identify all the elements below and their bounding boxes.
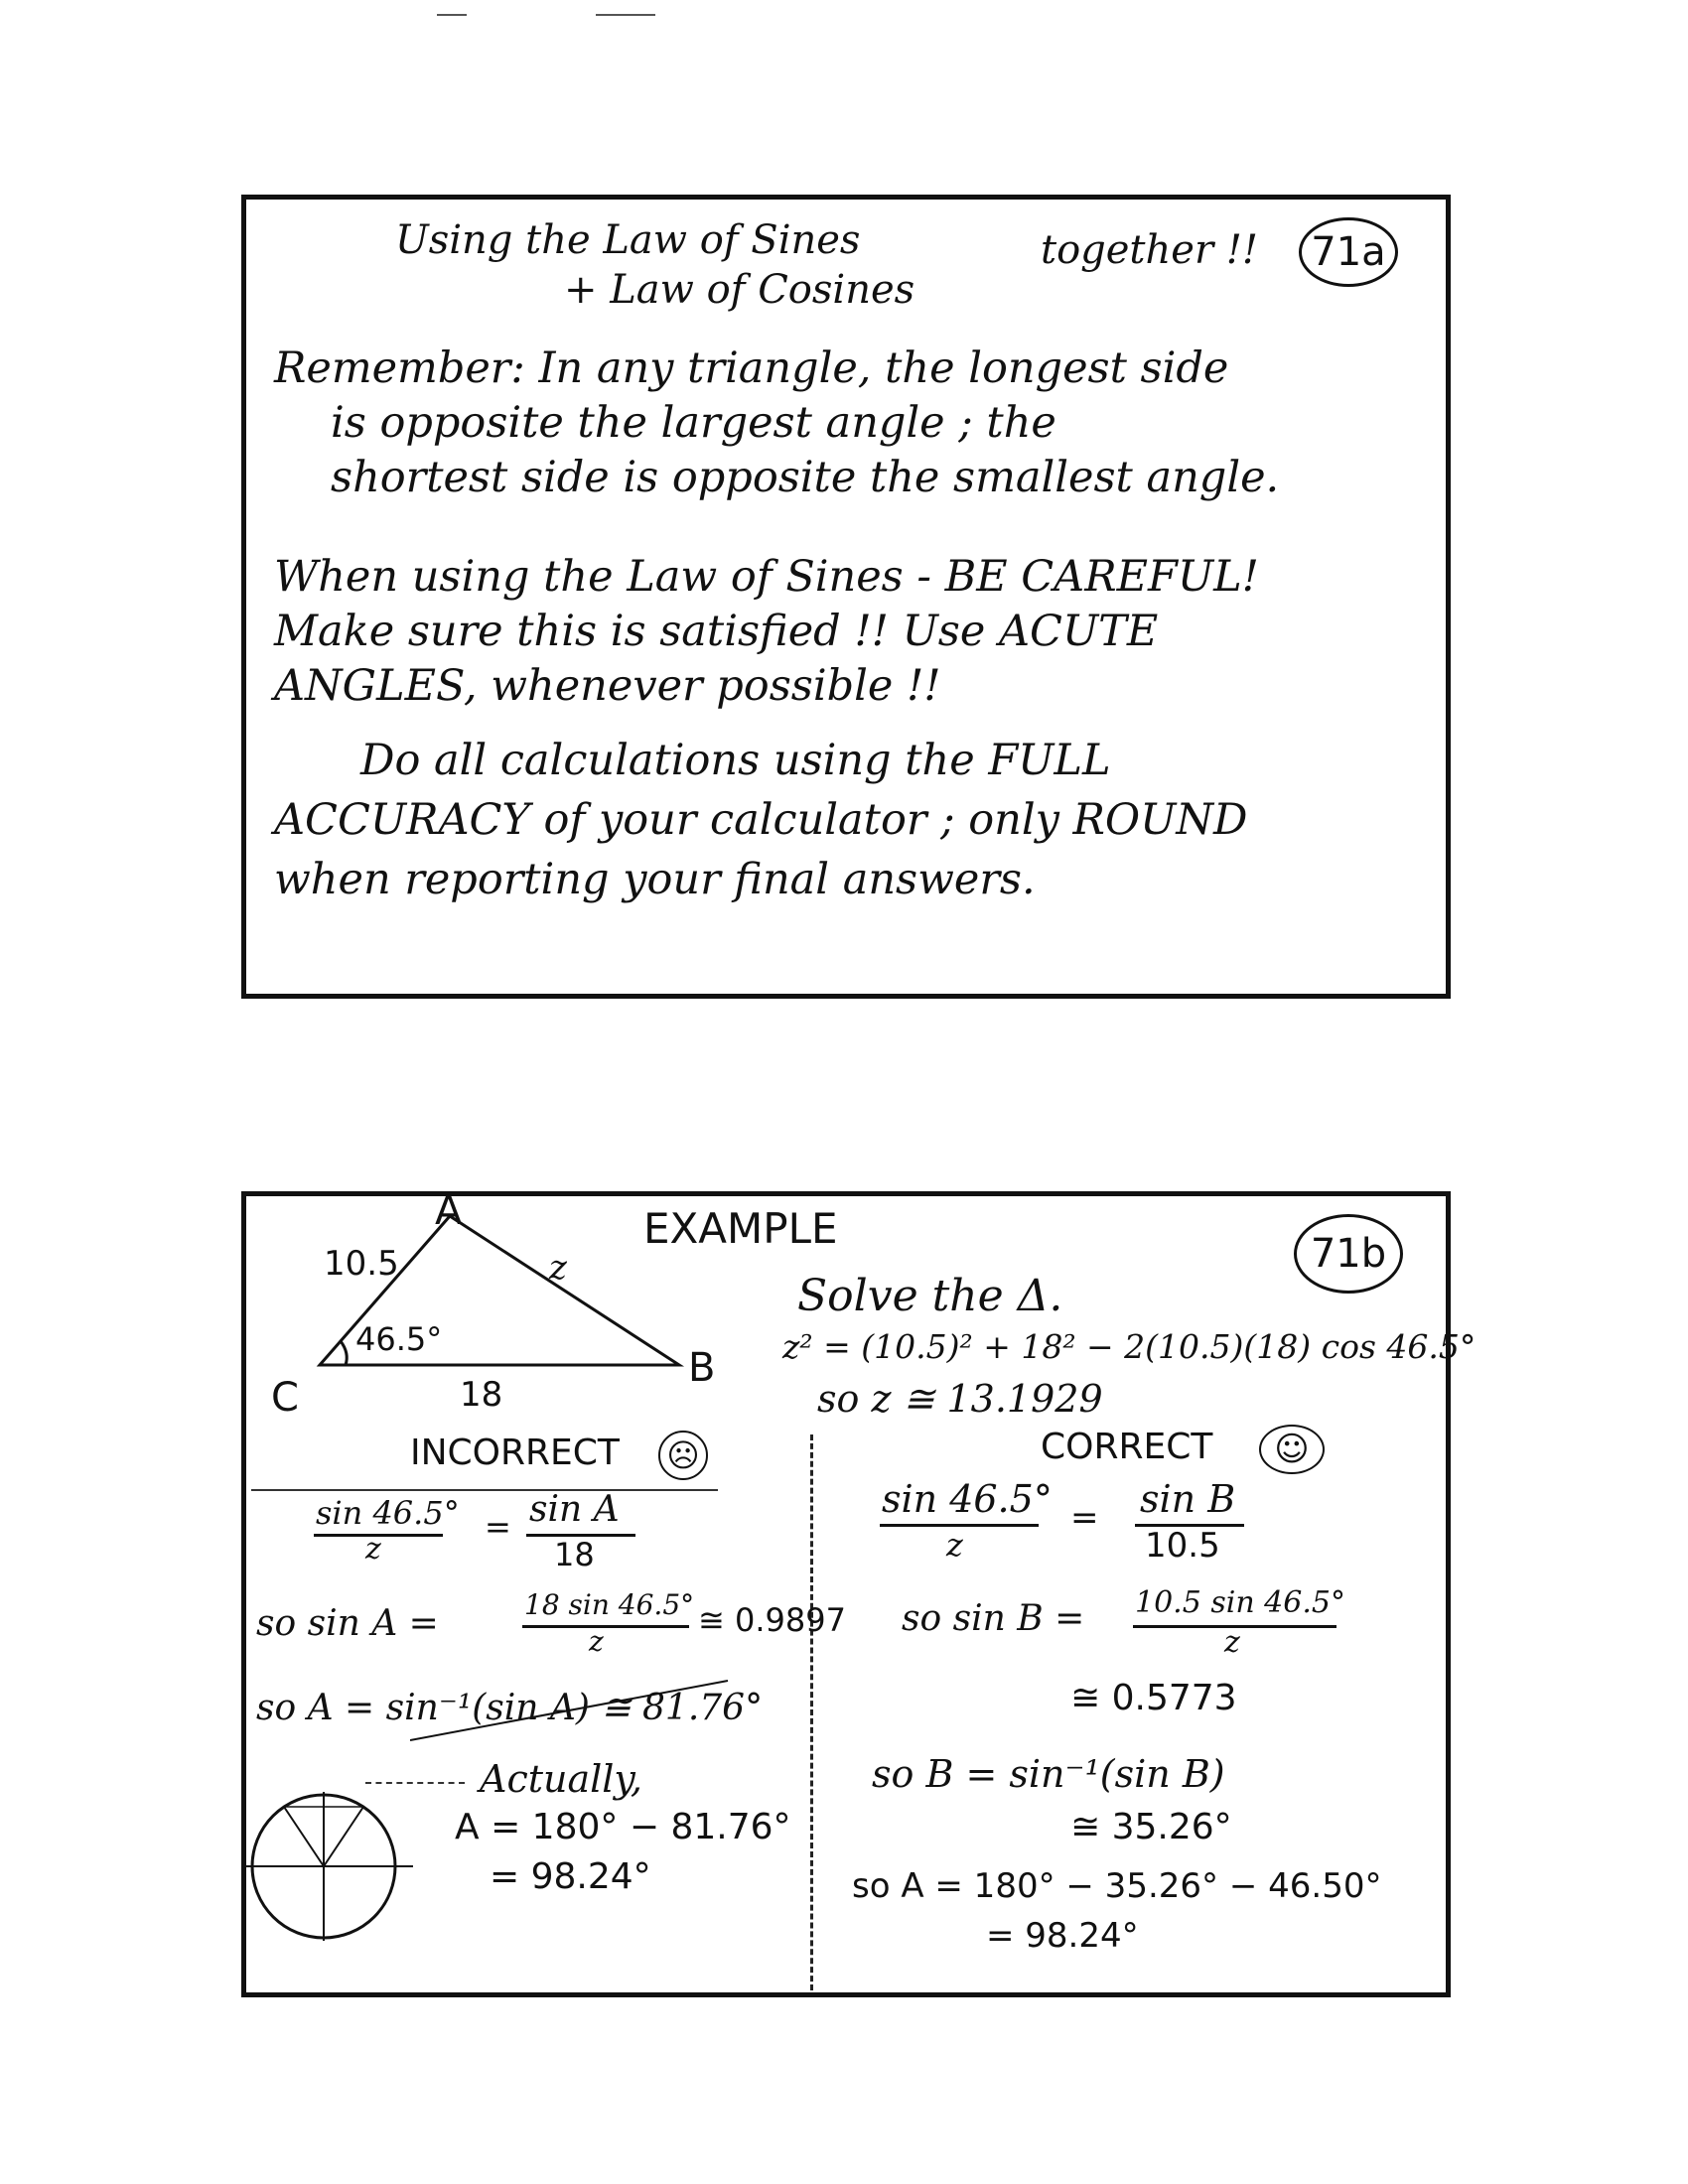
note-card-71a — [241, 195, 1451, 999]
side-ab-label: z — [549, 1248, 567, 1288]
incorrect-ratio-num-left: sin 46.5° — [316, 1494, 460, 1532]
correct-ratio-den-left: z — [946, 1526, 963, 1564]
z-result: so z ≅ 13.1929 — [817, 1377, 1103, 1421]
strike-through-mark — [410, 1671, 738, 1750]
correct-ratio-num-left: sin 46.5° — [882, 1477, 1053, 1521]
actually-note: Actually, — [480, 1757, 642, 1801]
angle-c-label: 46.5° — [355, 1320, 443, 1358]
column-divider — [810, 1434, 813, 1990]
sin-a-numerator: 18 sin 46.5° — [524, 1588, 695, 1621]
left-divider-line — [251, 1489, 718, 1491]
card-title-suffix: together !! — [1041, 227, 1258, 273]
note-card-71b — [241, 1188, 1477, 1997]
card-title-line-2: + Law of Cosines — [564, 267, 915, 313]
card-number-badge: 71b — [1294, 1214, 1403, 1294]
accuracy-line-3: when reporting your final answers. — [274, 855, 1036, 904]
example-heading: EXAMPLE — [643, 1204, 838, 1253]
a-value-line-2: = 98.24° — [986, 1916, 1139, 1956]
scan-mark — [437, 14, 467, 16]
incorrect-label: INCORRECT — [410, 1433, 620, 1473]
cosine-law-equation: z² = (10.5)² + 18² − 2(10.5)(18) cos 46.5° — [782, 1327, 1477, 1366]
sin-b-denominator: z — [1224, 1625, 1240, 1660]
solve-instruction: Solve the Δ. — [797, 1271, 1063, 1321]
correct-ratio-num-right: sin B — [1140, 1477, 1236, 1521]
sin-b-numerator: 10.5 sin 46.5° — [1135, 1585, 1345, 1620]
careful-line-2: Make sure this is satisfied !! Use ACUTE — [274, 607, 1159, 656]
card-title-line-1: Using the Law of Sines — [395, 217, 861, 263]
pointer-dash — [365, 1782, 465, 1784]
incorrect-ratio-den-right: 18 — [554, 1536, 595, 1573]
correct-ratio-den-right: 10.5 — [1145, 1526, 1220, 1566]
sin-a-denominator: z — [589, 1625, 604, 1658]
careful-line-3: ANGLES, whenever possible !! — [274, 661, 941, 711]
sin-a-prefix: so sin A = — [256, 1603, 439, 1644]
accuracy-line-2: ACCURACY of your calculator ; only ROUND — [274, 795, 1248, 845]
b-value-line-1: so B = sin⁻¹(sin B) — [872, 1752, 1225, 1796]
accuracy-line-1: Do all calculations using the FULL — [360, 736, 1111, 785]
incorrect-ratio-den-left: z — [365, 1532, 381, 1567]
unit-circle-sketch — [244, 1782, 423, 1951]
card-number-badge: 71a — [1299, 217, 1398, 287]
b-value-line-2: ≅ 35.26° — [1070, 1807, 1232, 1847]
actual-a-line-2: = 98.24° — [490, 1856, 651, 1897]
side-ca-label: 10.5 — [324, 1244, 399, 1284]
incorrect-ratio-num-right: sin A — [529, 1489, 620, 1530]
happy-face-icon: ☺ — [1259, 1425, 1325, 1474]
fraction-bar — [522, 1625, 689, 1628]
remember-line-1: Remember: In any triangle, the longest side — [274, 343, 1229, 393]
remember-line-2: is opposite the largest angle ; the — [331, 398, 1056, 448]
equals-sign: = — [485, 1508, 511, 1546]
angle-c-arc — [341, 1341, 347, 1365]
sin-b-value: ≅ 0.5773 — [1070, 1678, 1237, 1718]
scan-mark — [596, 14, 655, 16]
actual-a-line-1: A = 180° − 81.76° — [455, 1807, 791, 1847]
sad-face-icon: ☹ — [658, 1431, 708, 1480]
remember-line-3: shortest side is opposite the smallest angle. — [331, 453, 1280, 502]
sin-a-value: ≅ 0.9897 — [698, 1601, 846, 1639]
vertex-a-label: A — [435, 1188, 463, 1234]
vertex-b-label: B — [688, 1345, 716, 1391]
correct-label: CORRECT — [1041, 1427, 1213, 1467]
vertex-c-label: C — [271, 1375, 299, 1421]
sin-b-prefix: so sin B = — [902, 1598, 1085, 1639]
careful-line-1: When using the Law of Sines - BE CAREFUL! — [274, 552, 1259, 602]
equals-sign: = — [1070, 1498, 1099, 1538]
side-cb-label: 18 — [460, 1375, 503, 1415]
incorrect-a-value: so A = sin⁻¹(sin A) ≅ 81.76° — [256, 1688, 764, 1728]
a-value-line-1: so A = 180° − 35.26° − 46.50° — [852, 1866, 1382, 1906]
